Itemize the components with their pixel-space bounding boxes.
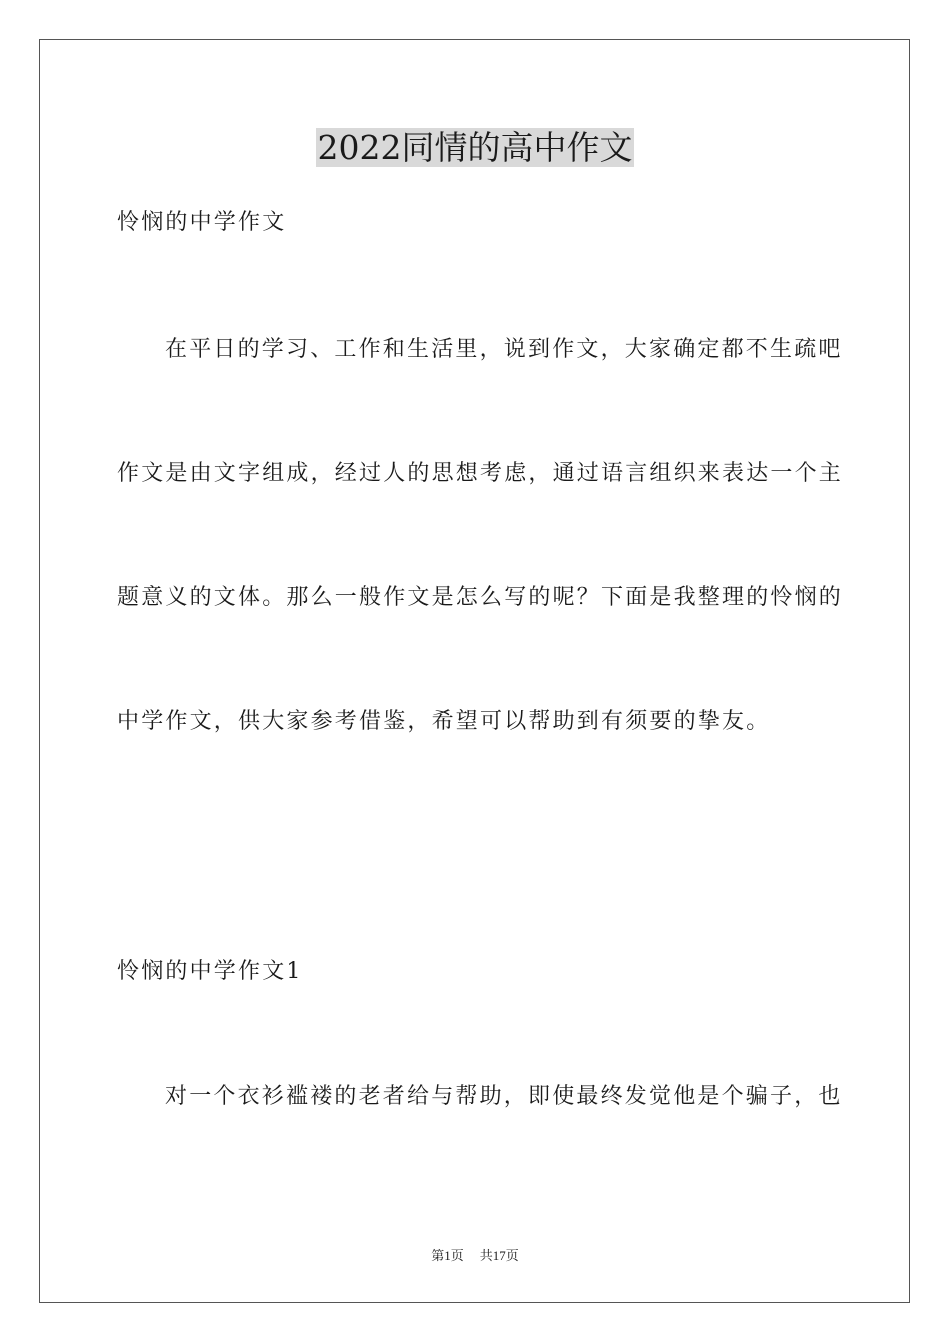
page-number-total: 共17页	[479, 1248, 519, 1263]
essay-1-line-1: 对一个衣衫褴褛的老者给与帮助，即使最终发觉他是个骗子，也	[165, 1084, 843, 1109]
intro-line-2: 作文是由文字组成，经过人的思想考虑，通过语言组织来表达一个主	[117, 461, 844, 486]
intro-line-3: 题意义的文体。那么一般作文是怎么写的呢？下面是我整理的怜悯的	[117, 585, 844, 610]
document-title	[0, 128, 950, 168]
section-heading-intro: 怜悯的中学作文	[117, 210, 287, 235]
intro-line-4: 中学作文，供大家参考借鉴，希望可以帮助到有须要的挚友。	[117, 709, 771, 734]
page-footer	[0, 1247, 950, 1265]
document-title-text: 2022同情的高中作文	[317, 128, 633, 167]
intro-line-1: 在平日的学习、工作和生活里，说到作文，大家确定都不生疏吧	[165, 337, 843, 362]
section-heading-essay-1: 怜悯的中学作文1	[117, 959, 303, 984]
page-number-current: 第1页	[431, 1248, 464, 1263]
